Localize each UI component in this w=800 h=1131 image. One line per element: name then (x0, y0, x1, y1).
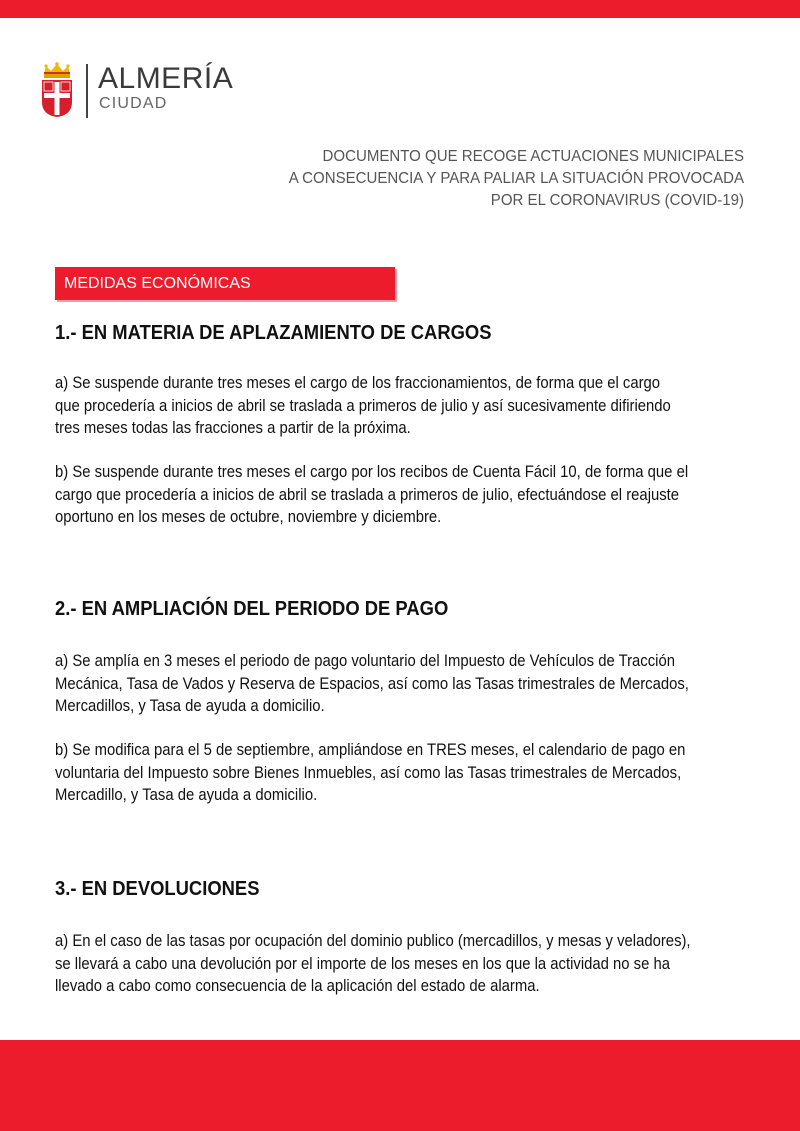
bottom-accent-bar (0, 1040, 800, 1131)
paragraph-line: Mercadillo, y Tasa de ayuda a domicilio. (55, 786, 318, 804)
section-heading: 2.- EN AMPLIACIÓN DEL PERIODO DE PAGO (55, 598, 449, 620)
paragraph (55, 739, 739, 807)
top-accent-bar (0, 0, 800, 18)
paragraph-line: Mecánica, Tasa de Vados y Reserva de Espacios, así como las Tasas trimestrales de Mercados, (55, 674, 689, 693)
paragraph-line: a) Se amplía en 3 meses el periodo de pago voluntario del Impuesto de Vehículos de Tracción (55, 652, 675, 670)
paragraph (55, 461, 739, 529)
section-tag: MEDIDAS ECONÓMICAS (55, 267, 395, 300)
paragraph-line: b) Se modifica para el 5 de septiembre, ampliándose en TRES meses, el calendario de pago en (55, 741, 686, 759)
paragraph (55, 930, 739, 998)
section-heading: 1.- EN MATERIA DE APLAZAMIENTO DE CARGOS (55, 322, 492, 344)
document-title-line: A CONSECUENCIA Y PARA PALIAR LA SITUACIÓN PROVOCADA (288, 170, 744, 187)
paragraph-line: a) Se suspende durante tres meses el cargo de los fraccionamientos, de forma que el cargo (55, 374, 661, 392)
paragraph-line: cargo que procedería a inicios de abril se traslada a primeros de julio, efectuándose el reajuste (55, 485, 680, 504)
coat-of-arms-icon (40, 62, 74, 118)
paragraph-line: oportuno en los meses de octubre, noviembre y diciembre. (55, 508, 442, 526)
document-title-line: DOCUMENTO QUE RECOGE ACTUACIONES MUNICIPALES (322, 148, 744, 165)
logo-brand-name: ALMERÍA (98, 62, 234, 95)
paragraph-line: tres meses todas las fracciones a partir de la próxima. (55, 419, 411, 437)
paragraph (55, 372, 739, 440)
paragraph-line: que procedería a inicios de abril se traslada a primeros de julio y así sucesivamente difiriendo (55, 396, 671, 415)
paragraph-line: llevado a cabo como consecuencia de la aplicación del estado de alarma. (55, 977, 540, 995)
logo-divider (86, 64, 88, 118)
paragraph (55, 650, 739, 718)
paragraph-line: a) En el caso de las tasas por ocupación del dominio publico (mercadillos, y mesas y veladores), (55, 932, 691, 950)
document-title (184, 146, 744, 212)
section-heading: 3.- EN DEVOLUCIONES (55, 878, 260, 900)
paragraph-line: voluntaria del Impuesto sobre Bienes Inmuebles, así como las Tasas trimestrales de Mercados, (55, 763, 682, 782)
paragraph-line: Mercadillos, y Tasa de ayuda a domicilio. (55, 697, 325, 715)
logo-brand-subtitle: CIUDAD (99, 95, 168, 112)
document-title-line: POR EL CORONAVIRUS (COVID-19) (490, 192, 744, 209)
paragraph-line: se llevará a cabo una devolución por el importe de los meses en los que la actividad no se ha (55, 954, 671, 973)
paragraph-line: b) Se suspende durante tres meses el cargo por los recibos de Cuenta Fácil 10, de forma que el (55, 463, 689, 481)
